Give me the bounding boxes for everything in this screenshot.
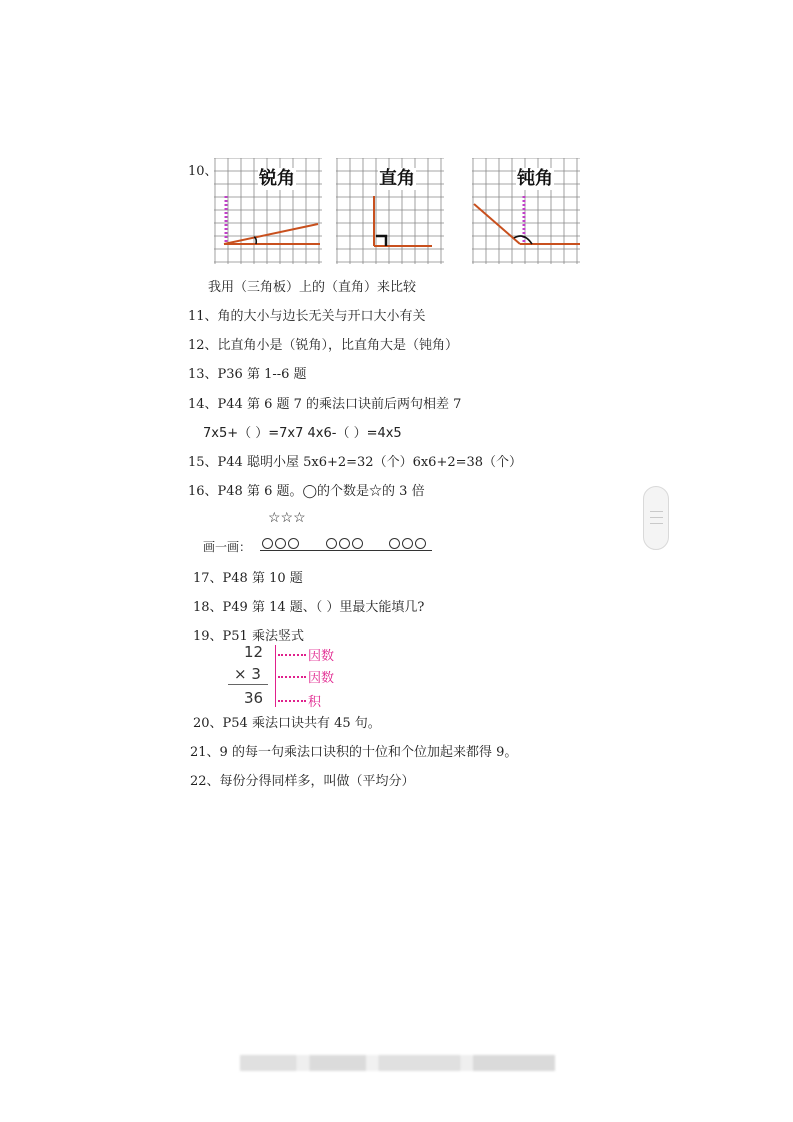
- q22-text: 22、每份分得同样多，叫做（平均分）: [190, 774, 415, 789]
- right-angle-title: 直角: [379, 168, 415, 189]
- grip-line-icon: [650, 523, 663, 524]
- circle: [339, 538, 350, 549]
- sum-bar: [228, 684, 268, 685]
- q14-expression: 7x5+（ ）=7x7 4x6-（ ）=4x5: [203, 426, 402, 441]
- product: 36: [244, 689, 264, 707]
- bracket-line: [275, 645, 276, 707]
- acute-angle-figure: [214, 158, 322, 264]
- q16-stars: ☆☆☆: [268, 510, 306, 526]
- circle: [326, 538, 337, 549]
- acute-angle-arm: [224, 224, 318, 244]
- obtuse-angle-figure: [472, 158, 580, 264]
- factor-label: 因数: [308, 671, 335, 686]
- draw-underline: [260, 550, 432, 551]
- q13-text: 13、P36 第 1--6 题: [188, 367, 307, 382]
- q10-caption: 我用（三角板）上的（直角）来比较: [208, 280, 417, 295]
- factor-mid: × 3: [234, 665, 261, 683]
- circle: [262, 538, 273, 549]
- grip-line-icon: [650, 511, 663, 512]
- circle: [275, 538, 286, 549]
- q15-text: 15、P44 聪明小屋 5x6+2=32（个）6x6+2=38（个）: [188, 455, 523, 470]
- q20-text: 20、P54 乘法口诀共有 45 句。: [193, 716, 381, 731]
- acute-angle-title: 锐角: [259, 168, 295, 189]
- right-angle-figure: [336, 158, 444, 264]
- circle: [288, 538, 299, 549]
- q12-text: 12、比直角小是（锐角），比直角大是（钝角）: [188, 338, 459, 353]
- leader-dots: [278, 700, 306, 702]
- factor-top: 12: [244, 643, 264, 661]
- circle: [415, 538, 426, 549]
- q16-text: 16、P48 第 6 题。◯的个数是☆的 3 倍: [188, 484, 425, 499]
- q14-text: 14、P44 第 6 题 7 的乘法口诀前后两句相差 7: [188, 397, 462, 412]
- q11-text: 11、角的大小与边长无关与开口大小有关: [188, 309, 426, 324]
- factor-label: 因数: [308, 649, 335, 664]
- vertical-multiplication: [228, 643, 358, 711]
- circle: [402, 538, 413, 549]
- leader-dots: [278, 676, 306, 678]
- q16-draw-label: 画一画：: [203, 540, 252, 554]
- q10-number: 10、: [188, 164, 218, 179]
- q18-text: 18、P49 第 14 题、（ ）里最大能填几?: [193, 600, 425, 615]
- right-angle-mark: [376, 236, 386, 246]
- q19-text: 19、P51 乘法竖式: [193, 629, 304, 644]
- obtuse-angle-title: 钝角: [517, 168, 553, 189]
- grip-line-icon: [650, 517, 663, 518]
- q17-text: 17、P48 第 10 题: [193, 571, 303, 586]
- circle: [352, 538, 363, 549]
- blurred-footer-watermark: [240, 1055, 555, 1071]
- q21-text: 21、9 的每一句乘法口诀积的十位和个位加起来都得 9。: [190, 745, 518, 760]
- leader-dots: [278, 654, 306, 656]
- product-label: 积: [308, 695, 322, 710]
- circle: [389, 538, 400, 549]
- scroll-handle[interactable]: [643, 486, 669, 550]
